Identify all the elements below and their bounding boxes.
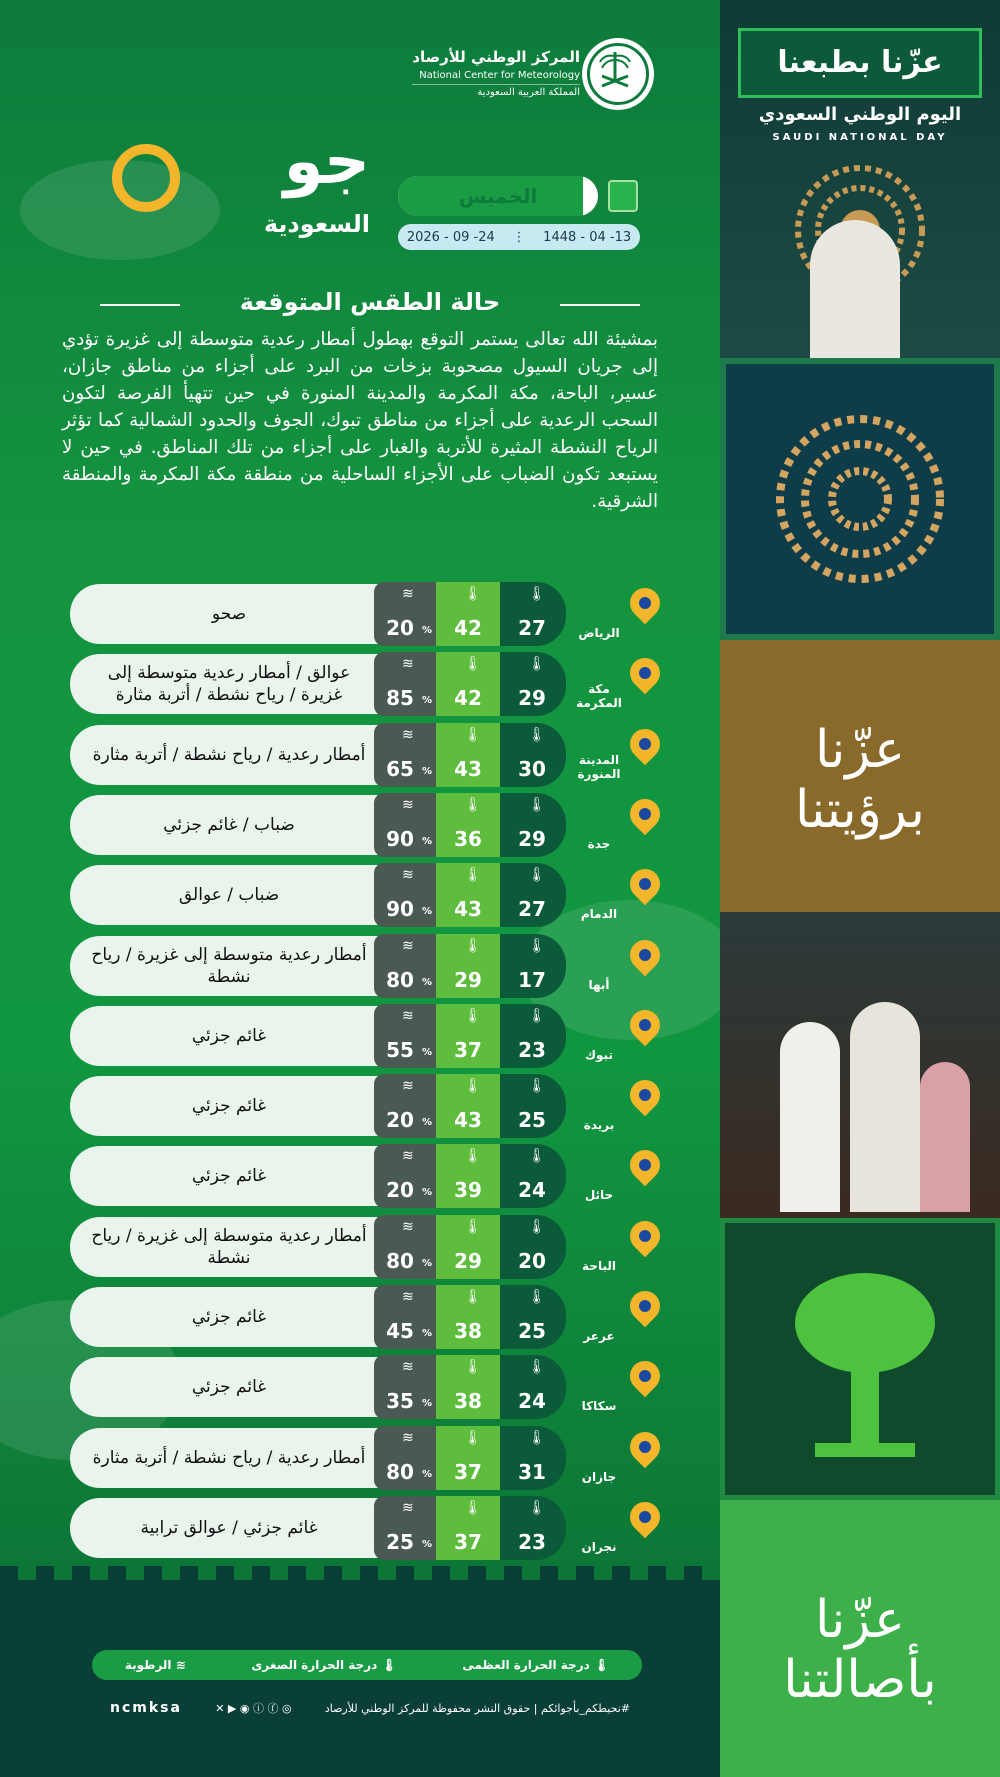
thermometer-icon: 🌡 [464, 1499, 482, 1516]
percent-sign: % [422, 1398, 433, 1410]
hashtag: #نحيطكم_بأجوائكم [540, 1701, 630, 1715]
humidity-value: 90 [386, 826, 414, 851]
city-name: الرياض [578, 626, 620, 640]
thermometer-icon: 🌡 [464, 1289, 482, 1305]
min-temp-value: 37 [454, 1037, 482, 1062]
forecast-description: بمشيئة الله تعالى يستمر التوقع بهطول أمطار رعدية متوسطة إلى غزيرة تؤدي إلى جريان السيول مصحوبة بزخات من البرد على أجزاء من مناطق جازان، عسير، الباحة، مكة المكرمة والمدينة المنورة في حين تتهيأ الفرصة لتكون السحب الرعدية على أجزاء من مناطق تبوك، الجوف والحدود الشمالية كما تؤثر الرياح النشطة المثيرة للأتربة والغبار على أجزاء من تلك المناطق. في حين لا يستبعد تكون الضباب على الأجزاء الساحلية من منطقة مكة المكرمة والمنطقة الشرقية. [62, 329, 658, 512]
city-row [70, 1074, 670, 1138]
artwork-panel-2 [720, 358, 1000, 640]
pattern-icon [774, 404, 946, 594]
max-temp-value: 27 [518, 616, 546, 640]
calendar-icon [608, 180, 638, 212]
slogan-3-line1: عزّنا [814, 1590, 906, 1650]
max-temp-cell [500, 1074, 566, 1138]
min-temp-value: 38 [454, 1389, 482, 1414]
person-figure [850, 1002, 920, 1212]
city-row [70, 723, 670, 787]
thermometer-icon: 🌡 [464, 796, 482, 813]
legend [92, 1650, 642, 1680]
city-name: جازان [581, 1469, 617, 1484]
max-temp-cell [500, 1496, 566, 1560]
ncm-logo-icon [582, 38, 654, 110]
city-row [70, 934, 670, 998]
humidity-value: 45 [386, 1319, 414, 1343]
humidity-value: 80 [386, 967, 414, 992]
slogan-2-line2: برؤيتنا [795, 780, 925, 840]
city-name: حائل [584, 1188, 614, 1203]
humidity-value: 90 [386, 897, 414, 922]
max-temp-value: 25 [518, 1319, 546, 1343]
max-temp-cell [500, 723, 566, 787]
thermometer-icon: 🌡 [528, 1218, 546, 1235]
city-condition: أمطار رعدية / رياح نشطة / أتربة مثارة [70, 725, 388, 785]
humidity-cell [374, 863, 438, 927]
sun-icon [112, 144, 180, 212]
humidity-cell [374, 1144, 438, 1208]
max-temp-cell [500, 1215, 566, 1279]
max-temp-value: 29 [518, 686, 546, 711]
city-condition: أمطار رعدية متوسطة إلى غزيرة / رياح نشطة [70, 1217, 388, 1277]
person-figure [920, 1062, 970, 1212]
min-temp-cell [436, 1285, 500, 1349]
date-gregorian: 2026 - 09 -24 [406, 229, 495, 245]
national-day-ar: اليوم الوطني السعودي [758, 104, 962, 125]
max-temp-cell [500, 863, 566, 927]
humidity-cell [374, 1285, 438, 1349]
max-temp-cell [500, 1004, 566, 1068]
city-row [70, 1004, 670, 1068]
brand-sub: السعودية [263, 210, 370, 238]
percent-sign: % [422, 1257, 433, 1269]
ncm-name-en: National Center for Meteorology [419, 70, 580, 81]
thermometer-icon: 🌡 [528, 867, 546, 884]
max-temp-cell [500, 1285, 566, 1349]
min-temp-cell [436, 863, 500, 927]
city-name: تبوك [585, 1047, 613, 1062]
thermometer-icon: 🌡 [528, 1359, 546, 1376]
slogan-2-line1: عزّنا [814, 720, 906, 780]
thermometer-icon: 🌡 [528, 1499, 546, 1516]
max-temp-cell [500, 652, 566, 716]
slogan-3-line2: بأصالتنا [783, 1650, 937, 1710]
max-temp-value: 30 [518, 756, 546, 781]
national-day-artwork [720, 0, 1000, 1777]
city-row [70, 1496, 670, 1560]
city-row [70, 1426, 670, 1490]
city-condition: غائم جزئي [70, 1006, 388, 1066]
max-temp-value: 27 [518, 897, 546, 922]
percent-sign: % [422, 835, 433, 847]
city-row [70, 1144, 670, 1208]
day-badge [398, 176, 598, 216]
thermometer-icon: 🌡 [528, 796, 546, 813]
percent-sign: % [422, 1468, 433, 1480]
min-temp-value: 39 [454, 1178, 482, 1203]
city-row [70, 652, 670, 716]
city-name: المدينة المنورة [577, 752, 621, 781]
city-row [70, 793, 670, 857]
humidity-value: 35 [386, 1389, 414, 1414]
legend-humidity: ≋ الرطوبة [124, 1658, 186, 1672]
max-temp-value: 24 [518, 1389, 546, 1414]
thermometer-icon: 🌡 [528, 1078, 546, 1095]
city-row [70, 582, 670, 646]
footer-text: #نحيطكم_بأجوائكم | حقوق النشر محفوظة للمركز الوطني للأرصاد [324, 1701, 630, 1715]
city-name: سكاكا [581, 1399, 617, 1414]
max-temp-value: 23 [518, 1529, 546, 1554]
thermometer-icon: 🌡 [528, 937, 546, 954]
legend-min: 🌡 درجة الحرارة الصغرى [251, 1658, 397, 1672]
city-row [70, 1355, 670, 1419]
city-name: أبها [588, 977, 610, 992]
city-condition: أمطار رعدية / رياح نشطة / أتربة مثارة [70, 1428, 388, 1488]
date-badge: 2026 - 09 -24 ⋮ 1448 - 04 -13 [398, 224, 640, 250]
percent-sign: % [422, 1328, 433, 1339]
min-temp-cell [436, 1144, 500, 1208]
percent-sign: % [422, 1187, 433, 1199]
thermometer-icon: 🌡 [528, 1289, 546, 1305]
humidity-icon: ≋ [402, 726, 414, 743]
min-temp-cell [436, 1074, 500, 1138]
min-temp-value: 43 [454, 897, 482, 922]
humidity-value: 80 [386, 1459, 414, 1484]
percent-sign: % [422, 765, 433, 777]
city-condition: غائم جزئي [70, 1287, 388, 1347]
city-name: الدمام [580, 907, 618, 922]
percent-sign: % [422, 1046, 433, 1058]
humidity-cell [374, 652, 438, 716]
rights: حقوق النشر محفوظة للمركز الوطني للأرصاد [324, 1701, 531, 1715]
humidity-icon: ≋ [402, 796, 414, 813]
thermometer-icon: 🌡 [528, 586, 546, 602]
max-temp-cell [500, 1144, 566, 1208]
thermometer-icon: 🌡 [464, 656, 482, 673]
artwork-panel-4 [720, 912, 1000, 1218]
humidity-icon: ≋ [402, 1289, 414, 1305]
humidity-icon: ≋ [402, 1148, 414, 1165]
thermometer-icon: 🌡 [528, 1007, 546, 1024]
tree-icon [785, 1263, 945, 1463]
artwork-panel-1 [720, 0, 1000, 358]
thermometer-icon: 🌡 [464, 1148, 482, 1165]
humidity-value: 80 [386, 1248, 414, 1273]
percent-sign: % [422, 1538, 433, 1550]
min-temp-cell [436, 1426, 500, 1490]
city-name: نجران [581, 1539, 617, 1554]
max-temp-value: 31 [518, 1459, 546, 1484]
percent-sign: % [422, 625, 433, 636]
legend-max: 🌡 درجة الحرارة العظمى [462, 1658, 610, 1672]
humidity-icon: ≋ [402, 1359, 414, 1376]
min-temp-value: 43 [454, 1108, 482, 1133]
min-temp-value: 37 [454, 1459, 482, 1484]
max-temp-value: 23 [518, 1037, 546, 1062]
brand-main: جو [283, 125, 370, 199]
max-temp-cell [500, 1355, 566, 1419]
city-condition: ضباب / عوالق [70, 865, 388, 925]
min-temp-value: 42 [454, 686, 482, 711]
footer [0, 1580, 720, 1777]
city-name: عرعر [583, 1329, 615, 1343]
slogan-1: عزّنا بطبعنا [777, 45, 943, 80]
artwork-panel-6 [720, 1500, 1000, 1777]
thermometer-icon: 🌡 [464, 1429, 482, 1446]
city-row [70, 1285, 670, 1349]
humidity-icon: ≋ [402, 1078, 414, 1095]
humidity-icon: ≋ [402, 867, 414, 884]
city-name: جدة [587, 836, 611, 851]
percent-sign: % [422, 695, 433, 707]
humidity-value: 20 [386, 616, 414, 640]
min-temp-value: 38 [454, 1319, 482, 1343]
thermometer-icon: 🌡 [528, 656, 546, 673]
humidity-value: 20 [386, 1178, 414, 1203]
city-condition: صحو [70, 584, 388, 644]
humidity-icon: ≋ [402, 1429, 414, 1446]
city-condition: غائم جزئي [70, 1076, 388, 1136]
humidity-cell [374, 934, 438, 998]
min-temp-value: 43 [454, 756, 482, 781]
percent-sign: % [422, 1117, 433, 1129]
percent-sign: % [422, 906, 433, 918]
thermometer-icon: 🌡 [464, 586, 482, 602]
thermometer-icon: 🌡 [464, 1007, 482, 1024]
ncm-title-block [412, 48, 580, 98]
min-temp-cell [436, 1496, 500, 1560]
humidity-cell [374, 1074, 438, 1138]
humidity-cell [374, 793, 438, 857]
min-temp-cell [436, 723, 500, 787]
thermometer-icon: 🌡 [464, 867, 482, 884]
social-handle[interactable]: ncmksa [110, 1700, 182, 1716]
ncm-name-ar: المركز الوطني للأرصاد [412, 48, 580, 66]
max-temp-cell [500, 934, 566, 998]
max-temp-cell [500, 1426, 566, 1490]
person-figure [810, 220, 900, 358]
national-day-en: SAUDI NATIONAL DAY [772, 132, 948, 143]
humidity-icon: ≋ [402, 937, 414, 954]
humidity-icon: ≋ [402, 1218, 414, 1235]
city-condition: غائم جزئي [70, 1146, 388, 1206]
thermometer-icon: 🌡 [464, 726, 482, 743]
brand-logo [100, 125, 370, 250]
city-condition: عوالق / أمطار رعدية متوسطة إلى غزيرة / رياح نشطة / أتربة مثارة [70, 654, 388, 714]
humidity-icon: ≋ [402, 656, 414, 673]
humidity-cell [374, 723, 438, 787]
date-hijri: 1448 - 04 -13 [543, 229, 632, 245]
humidity-value: 65 [386, 756, 414, 781]
humidity-cell [374, 1355, 438, 1419]
max-temp-cell [500, 793, 566, 857]
humidity-cell [374, 1426, 438, 1490]
min-temp-value: 36 [454, 826, 482, 851]
humidity-value: 85 [386, 686, 414, 711]
city-name: الباحة [582, 1258, 616, 1273]
humidity-value: 20 [386, 1108, 414, 1133]
max-temp-value: 17 [518, 967, 546, 992]
humidity-value: 55 [386, 1037, 414, 1062]
thermometer-icon: 🌡 [464, 1359, 482, 1376]
min-temp-cell [436, 793, 500, 857]
max-temp-cell [500, 582, 566, 646]
max-temp-value: 20 [518, 1248, 546, 1273]
min-temp-cell [436, 652, 500, 716]
min-temp-cell [436, 1355, 500, 1419]
thermometer-icon: 🌡 [464, 1078, 482, 1095]
humidity-icon: ≋ [402, 586, 414, 602]
city-condition: ضباب / غائم جزئي [70, 795, 388, 855]
city-condition: غائم جزئي / عوالق ترابية [70, 1498, 388, 1558]
min-temp-cell [436, 1004, 500, 1068]
min-temp-value: 29 [454, 967, 482, 992]
section-title: حالة الطقس المتوقعة [100, 288, 640, 316]
humidity-icon: ≋ [402, 1007, 414, 1024]
humidity-cell [374, 1215, 438, 1279]
thermometer-icon: 🌡 [464, 1218, 482, 1235]
humidity-cell [374, 1496, 438, 1560]
max-temp-value: 25 [518, 1108, 546, 1133]
ncm-country: المملكة العربية السعودية [412, 84, 580, 98]
min-temp-value: 42 [454, 616, 482, 640]
min-temp-cell [436, 582, 500, 646]
social-icons: ✕ ▶ ◉ ⓘ ⓕ ◎ [215, 1702, 292, 1715]
city-name: بريدة [583, 1118, 615, 1133]
city-condition: غائم جزئي [70, 1357, 388, 1417]
day-label: الخميس [458, 184, 538, 208]
min-temp-cell [436, 1215, 500, 1279]
thermometer-icon: 🌡 [528, 1429, 546, 1446]
thermometer-icon: 🌡 [528, 726, 546, 743]
city-condition: أمطار رعدية متوسطة إلى غزيرة / رياح نشطة [70, 936, 388, 996]
humidity-icon: ≋ [402, 1499, 414, 1516]
min-temp-value: 37 [454, 1529, 482, 1554]
percent-sign: % [422, 976, 433, 988]
thermometer-icon: 🌡 [528, 1148, 546, 1165]
max-temp-value: 29 [518, 826, 546, 851]
humidity-cell [374, 1004, 438, 1068]
city-row [70, 863, 670, 927]
min-temp-cell [436, 934, 500, 998]
city-row [70, 1215, 670, 1279]
humidity-value: 25 [386, 1529, 414, 1554]
thermometer-icon: 🌡 [464, 937, 482, 954]
city-name: مكة المكرمة [576, 682, 622, 711]
artwork-panel-5 [720, 1218, 1000, 1500]
social-bar [110, 1700, 630, 1716]
person-figure [780, 1022, 840, 1212]
humidity-cell [374, 582, 438, 646]
artwork-panel-3 [720, 640, 1000, 912]
max-temp-value: 24 [518, 1178, 546, 1203]
min-temp-value: 29 [454, 1248, 482, 1273]
